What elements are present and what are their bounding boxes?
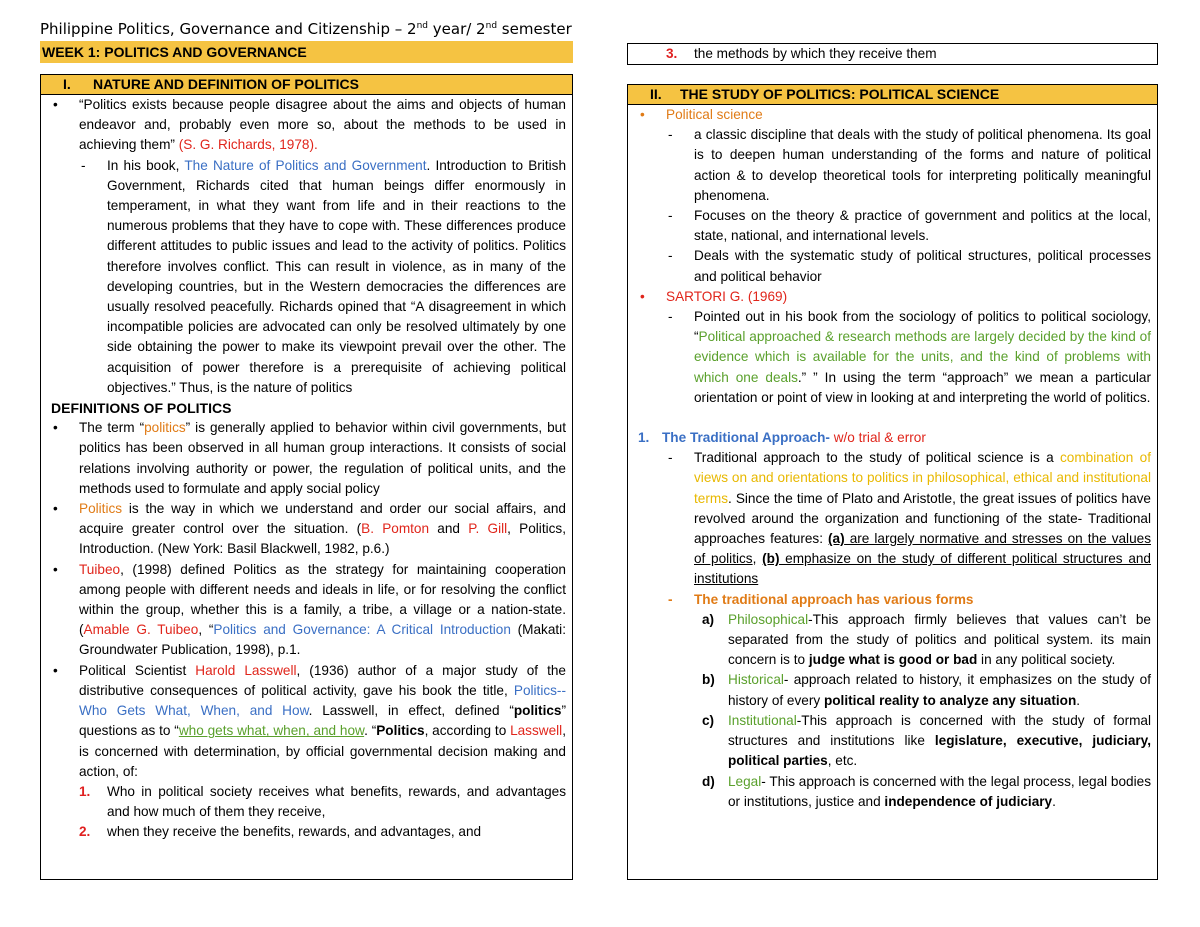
- sartori-text: - Pointed out in his book from the sociology of politics to political sociology, “Political approached & research methods are largely decided by the kind of evidence which is available for the units, and the kind of problems with which one deals.” ” In using the term “approach” we mean a particular orientation or point of view in looking at and interpreting the world of politics.: [638, 307, 1151, 408]
- right-content: [628, 105, 1157, 812]
- numbered-item-3: 3. the methods by which they receive them: [666, 46, 937, 61]
- ps-item-3: - Deals with the systematic study of political structures, political processes and political behavior: [638, 246, 1151, 286]
- section-1-heading: I. NATURE AND DEFINITION OF POLITICS: [41, 75, 572, 95]
- right-column-box: [627, 84, 1158, 880]
- definition-pomton-gill: • Politics is the way in which we understand and order our social affairs, and acquire greater control over the situation. (B. Pomton and P. Gill, Politics, Introduction. (New York: Basil Blackwell, 1982, p.6.): [51, 499, 566, 560]
- political-science-bullet: • Political science: [638, 105, 1151, 125]
- form-historical: b) Historical- approach related to history, it emphasizes on the study of history of every political reality to analyze any situation.: [702, 672, 1151, 708]
- definition-lasswell: • Political Scientist Harold Lasswell, (1936) author of a major study of the distributive consequences of political activity, gave his book the title, Politics--Who Gets What, When, and How. Lasswell, in effect, defined “politics” questions as to “who gets what, when, and how. “Politics, according to Lasswell, is concerned with determination, by official governmental decision making and action, of:: [51, 661, 566, 782]
- left-column-box: [40, 74, 573, 880]
- document-header: Philippine Politics, Governance and Citizenship – 2nd year/ 2nd semester: [40, 20, 572, 38]
- definitions-heading: DEFINITIONS OF POLITICS: [51, 400, 232, 417]
- left-content: [41, 95, 572, 843]
- numbered-item-2: 2. when they receive the benefits, rewards, and advantages, and: [79, 824, 482, 840]
- form-philosophical: a) Philosophical-This approach firmly believes that values can’t be separated from the study of politics and political system. its main concern is to judge what is good or bad in any political society.: [702, 611, 1151, 668]
- ps-item-2: - Focuses on the theory & practice of government and politics at the local, state, national, and international levels.: [638, 206, 1151, 246]
- numbered-item-1: 1. Who in political society receives what benefits, rewards, and advantages and how much of them they receive,: [79, 783, 566, 820]
- definition-tuibeo: • Tuibeo, (1998) defined Politics as the strategy for maintaining cooperation among people with different needs and ideals in life, or for resolving the conflict within the group, whether this is a family, a tribe, a village or a nation-state. (Amable G. Tuibeo, “Politics and Governance: A Critical Introduction (Makati: Groundwater Publication, 1998), p.1.: [51, 560, 566, 661]
- numbered-item-3-wrap: [628, 44, 1157, 64]
- definition-politics-term: • The term “politics” is generally applied to behavior within civil governments, but politics has been observed in all human group interactions. It consists of social relations involving authority or power, the regulation of political units, and the methods used to formulate and apply social policy: [51, 418, 566, 499]
- right-top-box: [627, 43, 1158, 65]
- bullet-richards-quote: • “Politics exists because people disagree about the aims and objects of human endeavor and, probably even more so, about the methods to be used in achieving them” (S. G. Richards, 1978).: [51, 95, 566, 156]
- form-institutional: c) Institutional-This approach is concerned with the study of formal structures and institutions like legislature, executive, judiciary, political parties, etc.: [702, 712, 1151, 769]
- ps-item-1: - a classic discipline that deals with the study of political phenomena. Its goal is to deepen human understanding of the forms and nature of political action & to develop theoretical tools for interpreting politically meaningful phenomena.: [638, 125, 1151, 206]
- traditional-approach-text: - Traditional approach to the study of political science is a combination of views on and orientations to politics in philosophical, ethical and institutional terms. Since the time of Plato and Aristotle, the great issues of politics have revolved around the organization and functioning of the state- Traditional approaches features: (a) are largely normative and stresses on the values of politics, (b) emphasize on the study of different political structures and institutions: [638, 448, 1151, 589]
- section-2-heading: II. THE STUDY OF POLITICS: POLITICAL SCIENCE: [628, 85, 1157, 105]
- forms-heading: - The traditional approach has various forms: [638, 590, 1151, 610]
- sub-richards-book: - In his book, The Nature of Politics and Government. Introduction to British Government, Richards cited that human beings differ enormously in temperament, in what they want from life and in their reactions to the numerous problems that they have to cope with. These differences produce different attitudes to public issues and lead to the activity of politics. Politics therefore involves conflict. This can result in violence, as in many of the developing countries, but in the Western democracies the differences are usually resolved peacefully. Richards opined that “A disagreement in which incompatible policies are advocated can only be resolved ultimately by one side obtaining the power to make its viewpoint prevail over the other. The acquisition of power therefore is a prerequisite of achieving political objectives.” Thus, is the nature of politics: [51, 156, 566, 398]
- form-legal: d) Legal- This approach is concerned with the legal process, legal bodies or institutions, justice and independence of judiciary.: [702, 773, 1151, 809]
- traditional-approach-heading: 1. The Traditional Approach- w/o trial & error: [638, 430, 926, 446]
- week-title: WEEK 1: POLITICS AND GOVERNANCE: [40, 41, 573, 63]
- sartori-bullet: • SARTORI G. (1969): [638, 287, 1151, 307]
